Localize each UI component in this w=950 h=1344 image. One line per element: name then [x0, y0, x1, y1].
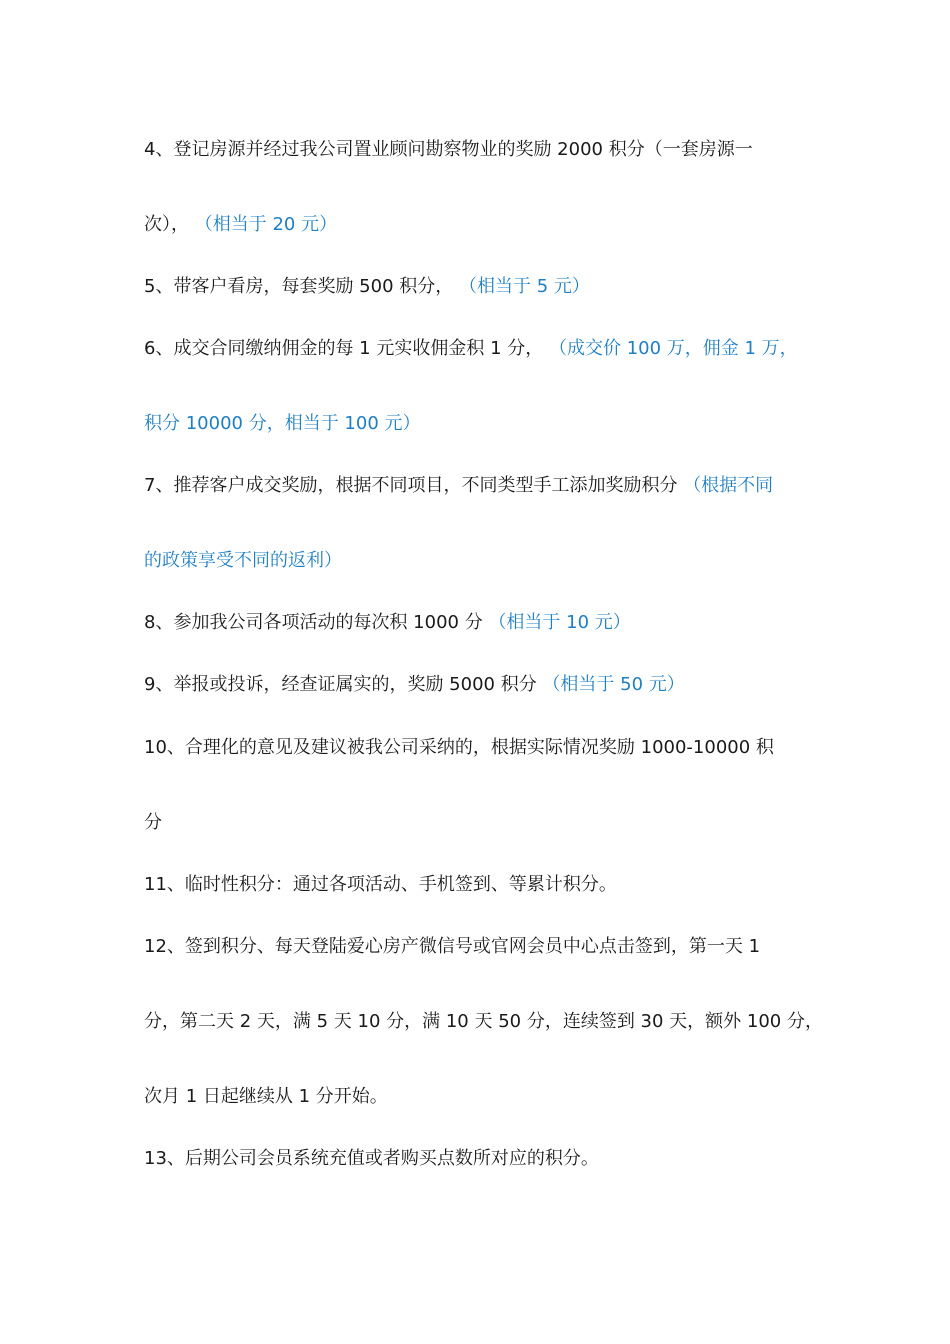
item-6-line-2 — [144, 412, 824, 436]
item-10-line-2 — [144, 811, 824, 835]
item-8-line-1 — [144, 611, 824, 635]
item-4-text: 4、登记房源并经过我公司置业顾问勘察物业的奖励 2000 积分（一套房源一 — [144, 139, 753, 160]
item-5-line-1 — [144, 275, 824, 299]
item-11-text: 11、临时性积分：通过各项活动、手机签到、等累计积分。 — [144, 874, 617, 895]
item-4-note: （相当于 20 元） — [194, 214, 338, 235]
item-7-note: （根据不同 — [683, 475, 774, 496]
item-7-line-2 — [144, 549, 824, 573]
item-6-note-cont: 积分 10000 分，相当于 100 元） — [144, 413, 421, 434]
item-9-line-1 — [144, 673, 824, 697]
item-12-line-2 — [144, 1010, 824, 1034]
item-10-text-cont: 分 — [144, 812, 162, 833]
item-10-text: 10、合理化的意见及建议被我公司采纳的，根据实际情况奖励 1000-10000 积 — [144, 737, 774, 758]
item-6-text: 6、成交合同缴纳佣金的每 1 元实收佣金积 1 分， — [144, 338, 544, 359]
item-12-text-cont-2: 次月 1 日起继续从 1 分开始。 — [144, 1086, 388, 1107]
item-5-text: 5、带客户看房，每套奖励 500 积分， — [144, 276, 454, 297]
item-6-line-1 — [144, 337, 824, 361]
item-12-line-1 — [144, 935, 824, 959]
item-11-line-1 — [144, 873, 824, 897]
item-4-line-2 — [144, 213, 824, 237]
item-5-note: （相当于 5 元） — [459, 276, 590, 297]
item-6-note: （成交价 100 万，佣金 1 万， — [548, 338, 798, 359]
item-7-text: 7、推荐客户成交奖励，根据不同项目，不同类型手工添加奖励积分 — [144, 475, 678, 496]
item-4-text-cont: 次）， — [144, 214, 189, 235]
item-12-text-cont-1: 分，第二天 2 天，满 5 天 10 分，满 10 天 50 分，连续签到 30 天，额外 100 分， — [144, 1011, 823, 1032]
item-13-text: 13、后期公司会员系统充值或者购买点数所对应的积分。 — [144, 1148, 599, 1169]
item-8-text: 8、参加我公司各项活动的每次积 1000 分 — [144, 612, 483, 633]
item-13-line-1 — [144, 1147, 824, 1171]
item-7-note-cont: 的政策享受不同的返利） — [144, 550, 342, 571]
item-7-line-1 — [144, 474, 824, 498]
item-9-note: （相当于 50 元） — [542, 674, 685, 695]
item-4-line-1 — [144, 138, 824, 162]
item-10-line-1 — [144, 736, 824, 760]
item-12-text: 12、签到积分、每天登陆爱心房产微信号或官网会员中心点击签到，第一天 1 — [144, 936, 761, 957]
item-9-text: 9、举报或投诉，经查证属实的，奖励 5000 积分 — [144, 674, 537, 695]
item-12-line-3 — [144, 1085, 824, 1109]
item-8-note: （相当于 10 元） — [488, 612, 631, 633]
